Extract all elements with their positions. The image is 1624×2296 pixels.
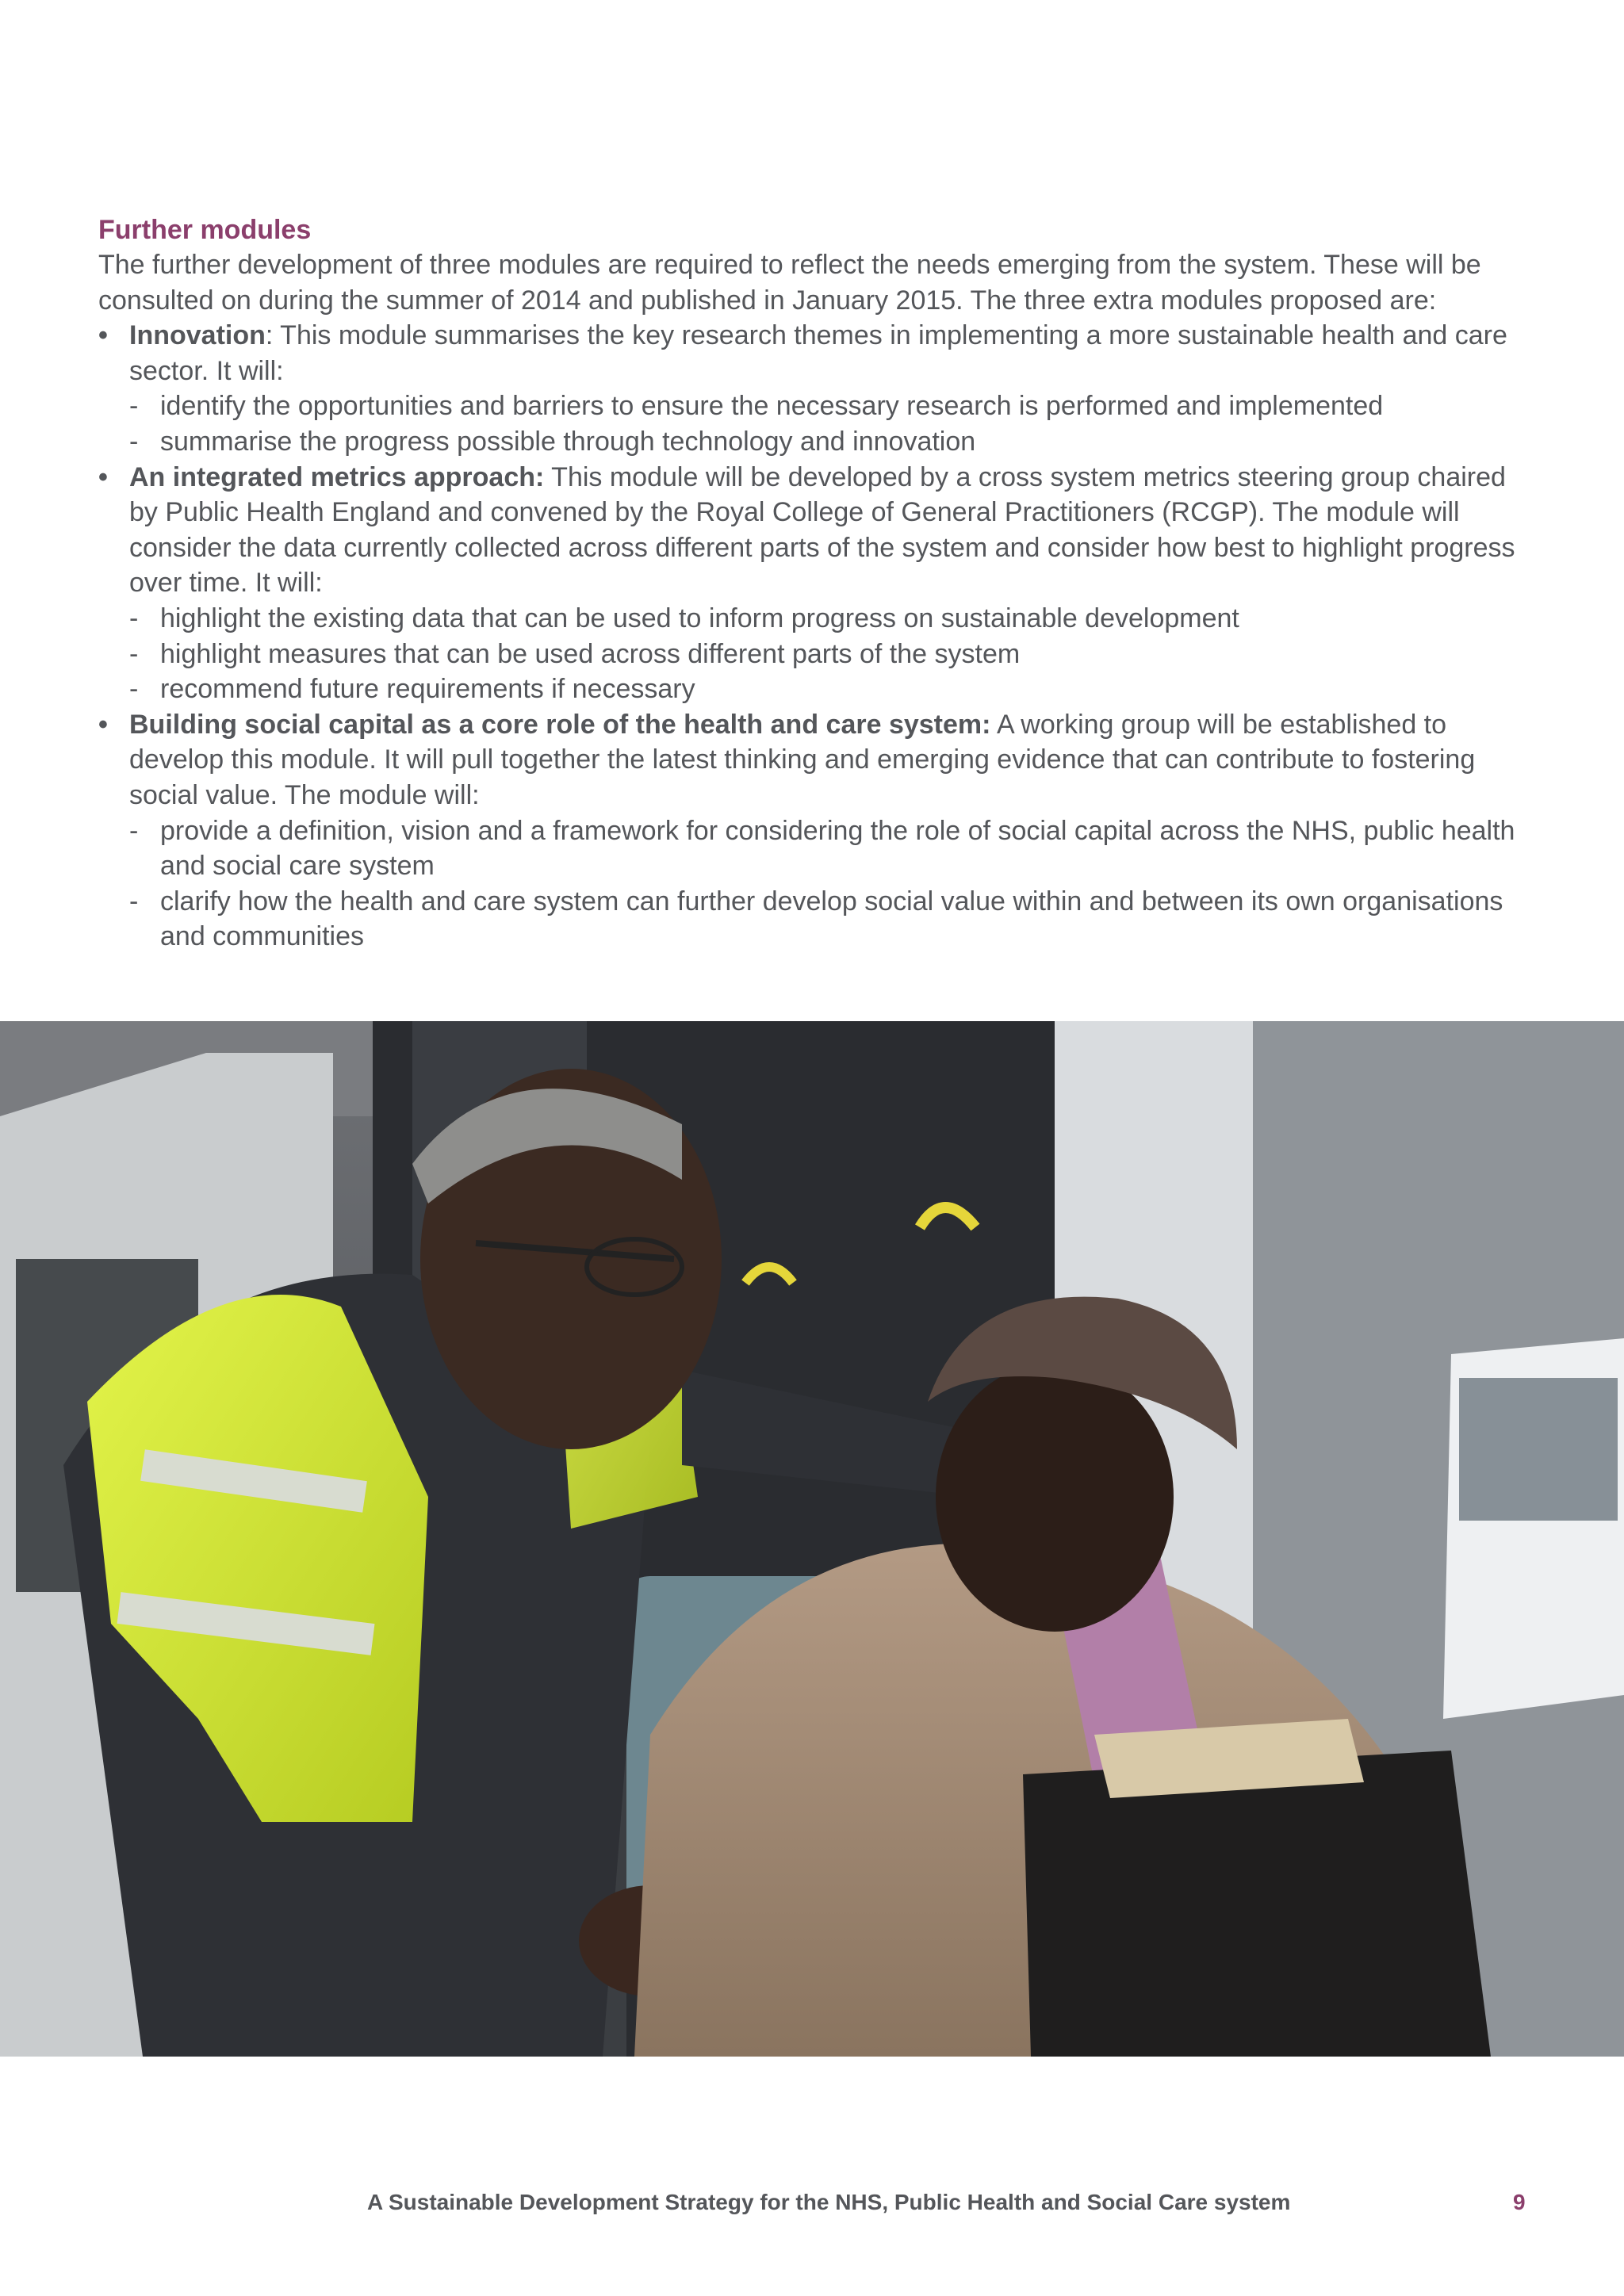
page-number: 9 <box>1513 2190 1526 2214</box>
module-description: A working group will be established to develop this module. It will pull together the latest thinking and emerging evidence that can contribute to fostering social value. The module will: <box>129 709 1476 810</box>
module-description: : This module summarises the key research themes in implementing a more sustainable health and care sector. It will: <box>129 320 1507 386</box>
module-title: Innovation <box>129 320 266 351</box>
module-item-innovation <box>98 318 1526 459</box>
sub-list-item: - recommend future requirements if necessary <box>129 672 1526 707</box>
sub-list-item: - highlight measures that can be used across different parts of the system <box>129 637 1526 672</box>
module-sub-list <box>129 601 1526 707</box>
photo-volunteer-helping-woman <box>0 1021 1624 2057</box>
sub-list-item: - highlight the existing data that can be used to inform progress on sustainable development <box>129 601 1526 637</box>
main-content <box>98 212 1526 955</box>
module-title: Building social capital as a core role of the health and care system: <box>129 709 991 740</box>
module-sub-list <box>129 388 1526 459</box>
sub-list-item: - summarise the progress possible through technology and innovation <box>129 424 1526 460</box>
module-description: This module will be developed by a cross system metrics steering group chaired by Public Health England and convened by the Royal College of General Practitioners (RCGP). The module will consider the data currently collected across different parts of the system and consider how best to highlight progress over time. It will: <box>129 461 1515 599</box>
modules-list <box>98 318 1526 955</box>
module-item-metrics <box>98 460 1526 707</box>
sub-list-item: - identify the opportunities and barriers to ensure the necessary research is performed and implemented <box>129 388 1526 424</box>
sub-list-item: - clarify how the health and care system can further develop social value within and between its own organisations and communities <box>129 884 1526 955</box>
section-heading: Further modules <box>98 215 312 245</box>
photo-illustration <box>0 1021 1624 2057</box>
footer-document-title: A Sustainable Development Strategy for the NHS, Public Health and Social Care system <box>367 2190 1291 2214</box>
module-sub-list <box>129 813 1526 955</box>
intro-paragraph: The further development of three modules are required to reflect the needs emerging from the system. These will be consulted on during the summer of 2014 and published in January 2015. The three extra modules proposed are: <box>98 250 1481 316</box>
sub-list-item: - provide a definition, vision and a framework for considering the role of social capital across the NHS, public health and social care system <box>129 813 1526 884</box>
module-item-social-capital <box>98 707 1526 955</box>
module-title: An integrated metrics approach: <box>129 461 545 492</box>
